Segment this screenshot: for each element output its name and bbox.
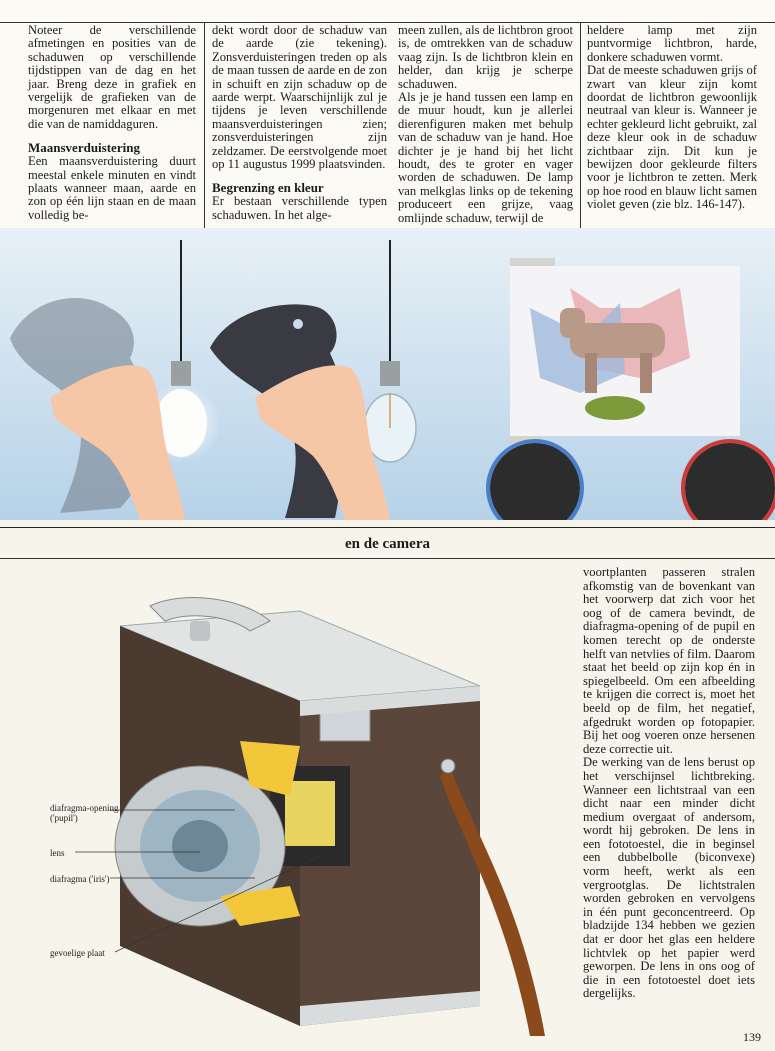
lamp-socket	[171, 361, 191, 386]
column-divider	[580, 22, 581, 232]
text-column-3	[398, 24, 573, 225]
label-diafragma-iris: diafragma ('iris')	[50, 874, 110, 884]
top-text-block	[0, 0, 775, 240]
paragraph: dekt wordt door de schaduw van de aarde (zie tekening). Zonsverduisteringen treden op als de maan tussen de aarde en de zon in schuift en zijn schaduw op de aarde werpt. Waarschijnlijk zul je tijdens je leven verschillende maansverduisteringen zien; zonsverduisteringen zijn zeldzamer. De eerstvolgende moet op 11 augustus 1999 plaatsvinden.	[212, 23, 387, 172]
section-rule	[0, 558, 775, 559]
camera-text-column	[583, 566, 755, 1001]
text-column-4	[587, 24, 757, 212]
label-diafragma-opening: diafragma-opening	[50, 803, 119, 813]
heading-maansverduistering: Maansverduistering	[28, 140, 140, 156]
text-column-1	[28, 24, 196, 222]
section-rule	[0, 527, 775, 528]
top-rule	[0, 22, 775, 23]
paragraph: Er bestaan verschillende typen schaduwen. In het alge-	[212, 194, 387, 222]
horse-leg	[585, 353, 597, 393]
camera-illustration	[0, 566, 580, 1036]
lamp-socket	[380, 361, 400, 386]
shadow-illustration	[0, 228, 775, 520]
text-column-2	[212, 24, 387, 222]
strap-lug	[441, 759, 455, 773]
paragraph: De werking van de lens berust op het verschijnsel lichtbreking. Wanneer een lichtstraal van een dicht naar een minder dicht medium overgaat of andersom, wordt hij gebroken. De lens in een fototoestel, die in beginsel een dubbelbolle (biconvexe) vorm heeft, werkt als een vergrootglas. De lichtstralen worden gebroken en vervolgens in één punt geconcentreerd. Op bladzijde 134 hebben we gezien dat er door het glas een heldere lichtvlek op het papier werd geworpen. De lens in ons oog of die in een fototoestel doet iets dergelijks.	[583, 755, 755, 1001]
paragraph: Noteer de verschillende afmetingen en posities van de schaduwen op verschillende tijdstippen van de dag en het jaar. Breng deze in grafiek en vergelijk de grafieken van de morgenuren met elkaar en met die van de namiddaguren.	[28, 23, 196, 131]
paragraph: Als je je hand tussen een lamp en de muur houdt, kun je allerlei dierenfiguren maken met behulp van de schaduw van je hand. Hoe dichter je je hand bij het licht houdt, des te groter en vager worden de schaduwen. De lamp van melkglas links op de tekening produceert een grijze, vaag omlijnde schaduw, terwijl de	[398, 90, 573, 225]
paragraph: Een maansverduistering duurt meestal enkele minuten en vindt plaats wanneer maan, aarde en zon op één lijn staan en de maan volledig be-	[28, 154, 196, 222]
label-pupil: ('pupil')	[50, 813, 78, 823]
shutter-button	[190, 621, 210, 641]
section-title: en de camera	[345, 536, 430, 552]
shadow-eye	[293, 319, 303, 329]
paragraph: Dat de meeste schaduwen grijs of zwart van kleur zijn komt doordat de lichtbron gewoonlijk neutraal van kleur is. Wanneer je echter gekleurd licht gebruikt, zal deze kleur ook in de schaduw zichtbaar zijn. Dit kun je bewijzen door gekleurde filters voor je lichtbron te zetten. Merk op hoe rood en blauw licht samen violet geven (zie blz. 146-147).	[587, 63, 757, 212]
iris-diaphragm	[172, 820, 228, 872]
paragraph: meen zullen, als de lichtbron groot is, de omtrekken van de schaduw vaag zijn. Is de lichtbron klein en helder, dan krijg je scherpe schaduwen.	[398, 23, 573, 91]
paragraph: heldere lamp met zijn puntvormige lichtbron, harde, donkere schaduwen vormt.	[587, 23, 757, 64]
column-divider	[204, 22, 205, 232]
gevoelige-plaat-image	[285, 781, 335, 846]
heading-begrenzing-en-kleur: Begrenzing en kleur	[212, 180, 324, 196]
paragraph: voortplanten passeren stralen afkomstig van de bovenkant van het voorwerp dat zich voor het oog of de camera bevindt, de diafragma-opening of de pupil en komen terecht op de onderste helft van netvlies of film. Daarom staat het beeld op zijn kop én in spiegelbeeld. Om een afbeelding te krijgen die correct is, moet het beeld op de film, het negatief, afgedrukt worden op fotopapier. Bij het oog voeren onze hersenen deze correctie uit.	[583, 565, 755, 756]
horse-base	[585, 396, 645, 420]
horse-head	[560, 308, 585, 338]
label-gevoelige-plaat: gevoelige plaat	[50, 948, 105, 958]
label-lens: lens	[50, 848, 65, 858]
page-number: 139	[743, 1030, 761, 1044]
horse-leg	[640, 353, 652, 393]
